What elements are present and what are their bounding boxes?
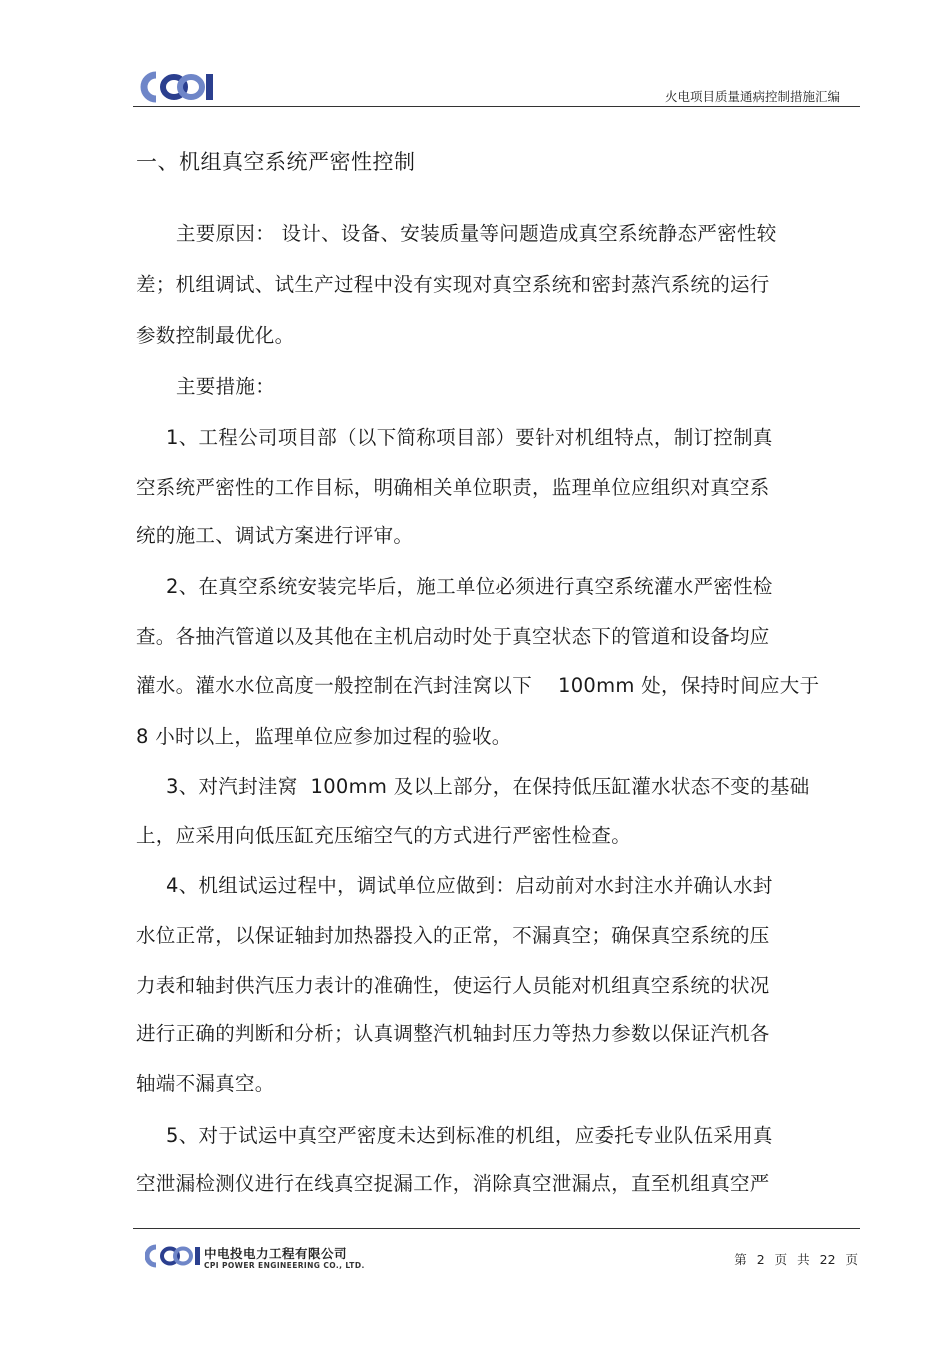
text-line: 查。各抽汽管道以及其他在主机启动时处于真空状态下的管道和设备均应 <box>136 625 770 648</box>
company-name-cn: 中电投电力工程有限公司 <box>204 1246 348 1261</box>
footer-divider <box>133 1228 860 1229</box>
header-divider <box>133 106 860 107</box>
text-line: 轴端不漏真空。 <box>136 1072 275 1095</box>
text-line: 8 小时以上，监理单位应参加过程的验收。 <box>136 725 512 748</box>
text-line: 4、机组试运过程中，调试单位应做到：启动前对水封注水并确认水封 <box>166 874 773 897</box>
text-line: 统的施工、调试方案进行评审。 <box>136 524 414 547</box>
cpi-logo <box>140 70 216 104</box>
text-line: 差；机组调试、试生产过程中没有实现对真空系统和密封蒸汽系统的运行 <box>136 273 770 296</box>
text-line: 3、对汽封洼窝 100mm 及以上部分，在保持低压缸灌水状态不变的基础 <box>166 775 810 798</box>
text-line: 进行正确的判断和分析；认真调整汽机轴封压力等热力参数以保证汽机各 <box>136 1022 770 1045</box>
text-line: 空泄漏检测仪进行在线真空捉漏工作，消除真空泄漏点，直至机组真空严 <box>136 1172 770 1195</box>
text-line: 水位正常，以保证轴封加热器投入的正常，不漏真空；确保真空系统的压 <box>136 924 770 947</box>
text-line: 主要措施： <box>176 375 276 398</box>
cpi-logo-small <box>145 1244 203 1268</box>
text-line: 上，应采用向低压缸充压缩空气的方式进行严密性检查。 <box>136 824 632 847</box>
text-line: 参数控制最优化。 <box>136 324 295 347</box>
text-line: 力表和轴封供汽压力表计的准确性，使运行人员能对机组真空系统的状况 <box>136 974 770 997</box>
text-line: 2、在真空系统安装完毕后，施工单位必须进行真空系统灌水严密性检 <box>166 575 773 598</box>
text-line: 主要原因： 设计、设备、安装质量等问题造成真空系统静态严密性较 <box>176 222 777 245</box>
page-number: 第 2 页 共 22 页 <box>734 1252 858 1267</box>
section-heading: 一、机组真空系统严密性控制 <box>136 150 416 174</box>
text-line: 灌水。灌水水位高度一般控制在汽封洼窝以下 100mm 处，保持时间应大于 <box>136 674 820 697</box>
company-name-en: CPI POWER ENGINEERING CO., LTD. <box>204 1261 365 1270</box>
text-line: 1、工程公司项目部（以下简称项目部）要针对机组特点，制订控制真 <box>166 426 773 449</box>
text-line: 空系统严密性的工作目标，明确相关单位职责，监理单位应组织对真空系 <box>136 476 770 499</box>
header-title: 火电项目质量通病控制措施汇编 <box>664 89 840 104</box>
text-line: 5、对于试运中真空严密度未达到标准的机组，应委托专业队伍采用真 <box>166 1124 773 1147</box>
